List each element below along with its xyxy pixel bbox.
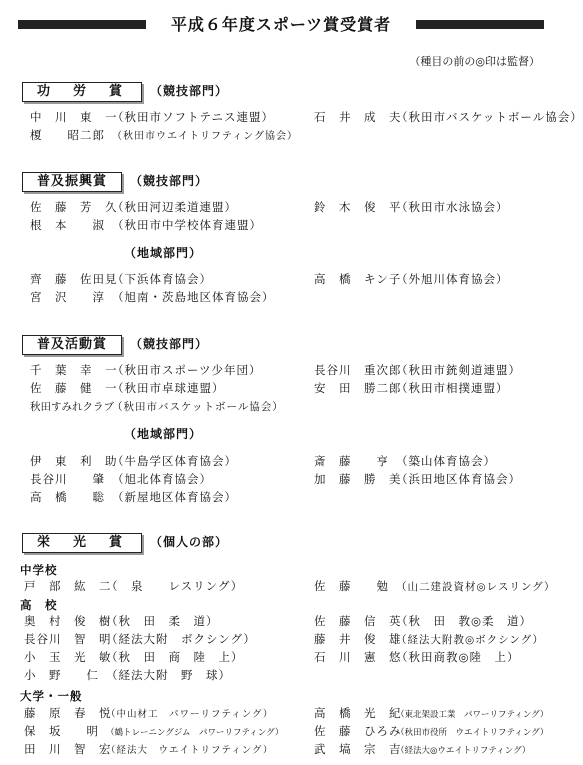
entry: 藤 原 春 悦（中山材工 パワーリフティング）: [24, 706, 274, 720]
entry: 秋田すみれクラブ（秋田市バスケットボール協会）: [30, 401, 284, 413]
entry: 長谷川 肇 （旭北体育協会）: [30, 472, 212, 486]
entry: 佐 藤 勉 （山二建設資材◎レスリング）: [314, 579, 556, 593]
entry: 小 野 仁 （経法大附 野 球）: [24, 668, 231, 682]
entry: 武 塙 宗 吉（経法大◎ウエイトリフティング）: [314, 742, 531, 756]
section-title: 普及活動賞: [22, 335, 122, 355]
note: （種目の前の◎印は監督）: [409, 55, 540, 68]
entry: 安 田 勝二郎（秋田市相撲連盟）: [314, 381, 509, 395]
section-eiko: [22, 531, 228, 551]
section-title: 功 労 賞: [22, 82, 142, 102]
section-title: 普及振興賞: [22, 172, 122, 192]
entry: 榎 昭二郎 （秋田市ウエイトリフティング協会）: [30, 128, 298, 142]
section-subtitle: （競技部門）: [130, 174, 209, 188]
section-katsudo: [22, 333, 208, 353]
entry: 高 橋 聡 （新屋地区体育協会）: [30, 490, 237, 504]
entry: 保 坂 明 （鶴トレーニングジム パワーリフティング）: [24, 724, 284, 738]
header: [18, 14, 544, 36]
regional-subhead: （地域部門）: [124, 246, 203, 260]
category-junior: 中学校: [20, 563, 58, 577]
entry: 佐 藤 ひろみ（秋田市役所 ウエイトリフティング）: [314, 724, 549, 738]
section-subtitle: （競技部門）: [150, 84, 229, 98]
entry: 奥 村 俊 樹（秋 田 柔 道）: [24, 614, 219, 628]
page-title: 平成６年度スポーツ賞受賞者: [170, 15, 392, 34]
entry: 藤 井 俊 雄（経法大附教◎ボクシング）: [314, 632, 545, 646]
entry: 高 橋 光 紀（東北架設工業 パワーリフティング）: [314, 706, 549, 720]
entry: 小 玉 光 敏（秋 田 商 陸 上）: [24, 650, 244, 664]
section-subtitle: （競技部門）: [130, 337, 209, 351]
regional-subhead: （地域部門）: [124, 427, 203, 441]
entry: 根 本 淑 （秋田市中学校体育連盟）: [30, 218, 262, 232]
category-high: 高 校: [20, 598, 58, 612]
entry: 高 橋 キン子（外旭川体育協会）: [314, 272, 509, 286]
entry: 石 川 憲 悠（秋田商教◎陸 上）: [314, 650, 520, 664]
entry: 中 川 東 一（秋田市ソフトテニス連盟）: [30, 110, 275, 124]
entry: 長谷川 重次郎（秋田市銃剣道連盟）: [314, 363, 521, 377]
entry: 石 井 成 夫（秋田市バスケットボール協会）: [314, 110, 583, 124]
section-shinko: [22, 170, 208, 190]
section-title: 栄 光 賞: [22, 533, 142, 553]
entry: 斎 藤 亨 （築山体育協会）: [314, 454, 496, 468]
entry: 千 葉 幸 一（秋田市スポーツ少年団）: [30, 363, 262, 377]
category-univ: 大学・一般: [20, 689, 83, 703]
entry: 長谷川 智 明（経法大附 ボクシング）: [24, 632, 256, 646]
entry: 齊 藤 佐田見（下浜体育協会）: [30, 272, 212, 286]
entry: 加 藤 勝 美（浜田地区体育協会）: [314, 472, 521, 486]
entry: 佐 藤 芳 久（秋田河辺柔道連盟）: [30, 200, 237, 214]
entry: 鈴 木 俊 平（秋田市水泳協会）: [314, 200, 509, 214]
entry: 戸 部 紘 二（ 泉 レスリング）: [24, 579, 244, 593]
entry: 伊 東 利 助（牛島学区体育協会）: [30, 454, 237, 468]
section-subtitle: （個人の部）: [150, 535, 229, 549]
entry: 田 川 智 宏（経法大 ウエイトリフティング）: [24, 742, 274, 756]
entry: 佐 藤 健 一（秋田市卓球連盟）: [30, 381, 225, 395]
entry: 佐 藤 信 英（秋 田 教◎柔 道）: [314, 614, 533, 628]
entry: 宮 沢 淳 （旭南・茨島地区体育協会）: [30, 290, 275, 304]
section-koro: [22, 80, 228, 100]
